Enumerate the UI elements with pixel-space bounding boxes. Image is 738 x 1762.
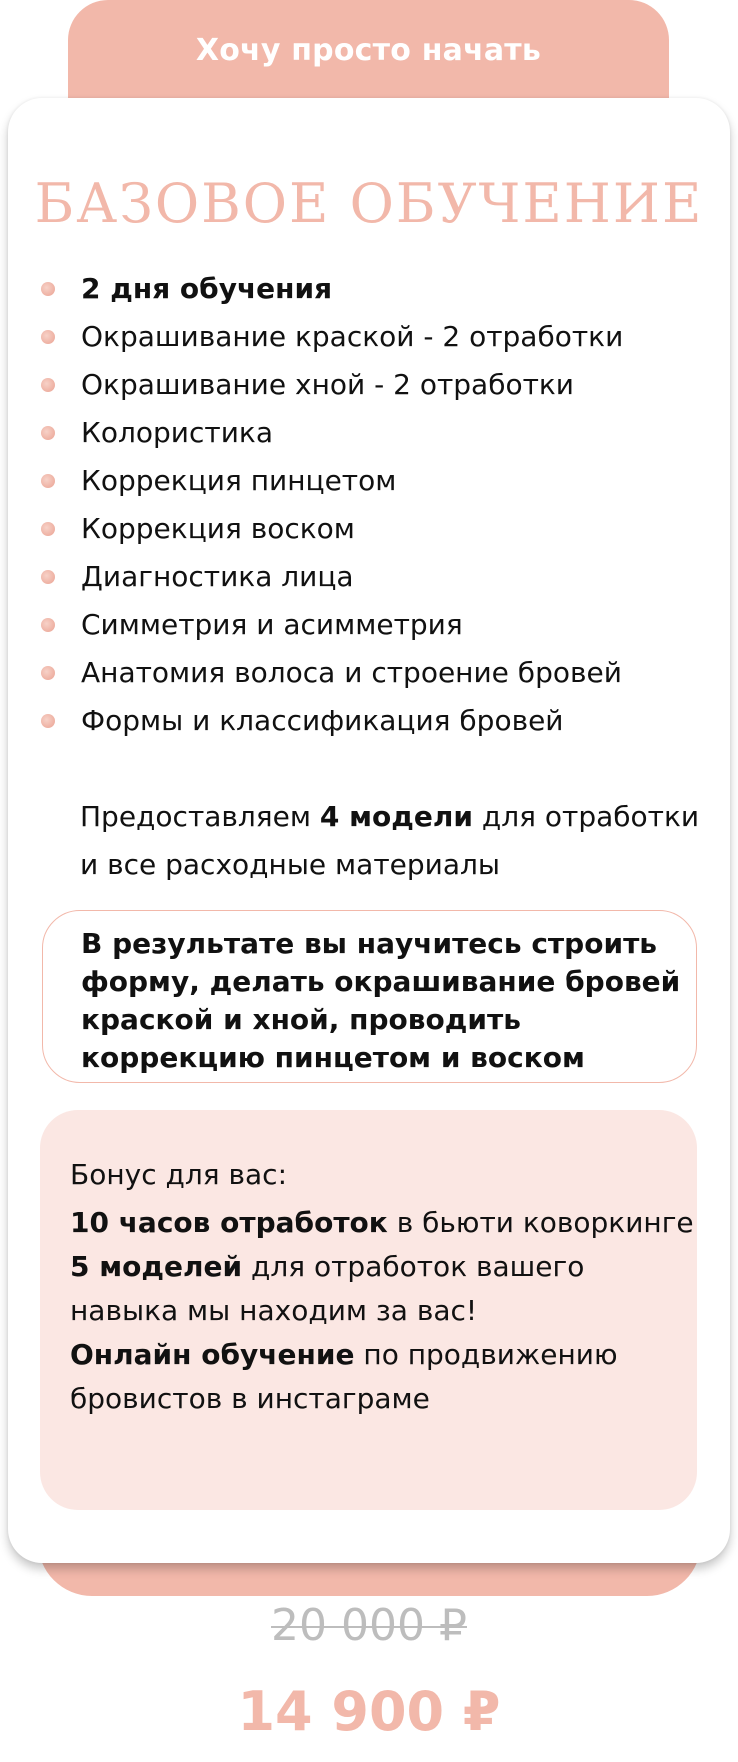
bullet-icon: [41, 522, 55, 536]
bullet-icon: [41, 714, 55, 728]
bonus-line: [70, 1245, 697, 1333]
models-note: [80, 793, 720, 889]
feature-item: [38, 313, 623, 361]
models-suffix: для отработки и все расходные материалы: [80, 800, 700, 881]
feature-label: Коррекция воском: [81, 512, 355, 545]
bullet-icon: [41, 378, 55, 392]
bonus-line-bold: 5 моделей: [70, 1250, 243, 1283]
feature-label: Окрашивание хной - 2 отработки: [81, 368, 575, 401]
feature-label: 2 дня обучения: [81, 272, 333, 305]
features-list: [38, 265, 623, 745]
feature-item: [38, 361, 623, 409]
feature-item: [38, 409, 623, 457]
feature-label: Окрашивание краской - 2 отработки: [81, 320, 624, 353]
bonus-line-text: в бьюти коворкинге: [387, 1206, 694, 1239]
feature-label: Анатомия волоса и строение бровей: [81, 656, 622, 689]
bullet-icon: [41, 666, 55, 680]
models-prefix: Предоставляем: [80, 800, 320, 833]
bullet-icon: [41, 426, 55, 440]
feature-item: [38, 505, 623, 553]
bullet-icon: [41, 570, 55, 584]
bonus-line: [70, 1201, 697, 1245]
course-title: БАЗОВОЕ ОБУЧЕНИЕ: [34, 172, 704, 235]
bullet-icon: [41, 618, 55, 632]
bullet-icon: [41, 330, 55, 344]
feature-item: [38, 649, 623, 697]
bullet-icon: [41, 474, 55, 488]
models-count: 4 модели: [319, 800, 473, 833]
feature-item: [38, 697, 623, 745]
plan-tab-label: Хочу просто начать: [195, 32, 542, 68]
new-price: 14 900 ₽: [237, 1680, 501, 1743]
bullet-icon: [41, 282, 55, 296]
bonus-line-text: по продвижению бровистов в инстаграме: [70, 1338, 618, 1415]
bonus-line: [70, 1333, 697, 1421]
feature-item: [38, 553, 623, 601]
bonus-line-text: для отработок вашего навыка мы находим за вас!: [70, 1250, 585, 1327]
plan-tab[interactable]: [68, 0, 669, 102]
bonus-box: [40, 1110, 697, 1510]
feature-item: [38, 265, 623, 313]
feature-label: Коррекция пинцетом: [81, 464, 397, 497]
feature-label: Диагностика лица: [81, 560, 354, 593]
old-price: 20 000 ₽: [271, 1600, 467, 1651]
feature-label: Симметрия и асимметрия: [81, 608, 463, 641]
feature-label: Колористика: [81, 416, 273, 449]
feature-label: Формы и классификация бровей: [81, 704, 564, 737]
result-text: В результате вы научитесь строить форму, делать окрашивание бровей краской и хной, проводить коррекцию пинцетом и воском: [81, 927, 681, 1074]
bonus-line-bold: 10 часов отработок: [70, 1206, 388, 1239]
result-box: [42, 910, 697, 1083]
feature-item: [38, 601, 623, 649]
feature-item: [38, 457, 623, 505]
bonus-line-bold: Онлайн обучение: [70, 1338, 355, 1371]
bonus-heading: Бонус для вас:: [70, 1158, 287, 1191]
